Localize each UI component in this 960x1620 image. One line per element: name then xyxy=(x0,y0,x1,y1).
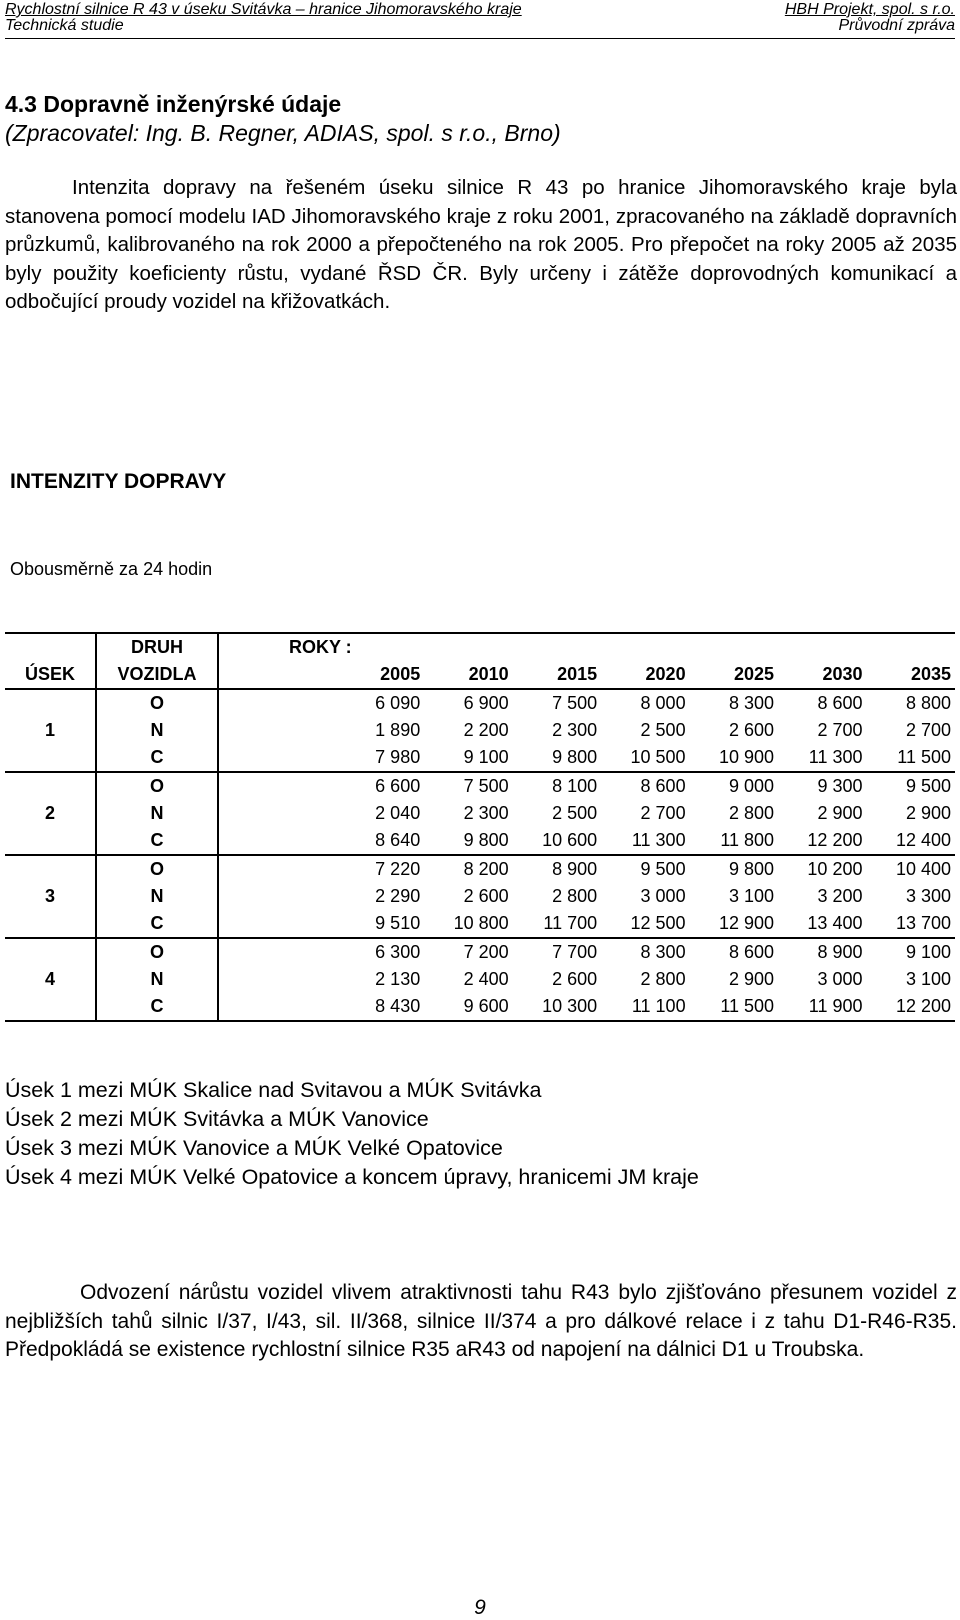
traffic-value: 2 800 xyxy=(552,886,598,906)
header-document-type: Technická studie xyxy=(5,17,124,34)
traffic-value: 2 500 xyxy=(640,720,686,740)
traffic-value: 10 800 xyxy=(424,910,512,938)
header-project-title: Rychlostní silnice R 43 v úseku Svitávka – hranice Jihomoravského kraje xyxy=(5,1,522,18)
traffic-value: 3 000 xyxy=(640,886,686,906)
traffic-value: 2 600 xyxy=(463,886,509,906)
traffic-value: 2 300 xyxy=(552,720,598,740)
vehicle-type: C xyxy=(96,910,218,938)
traffic-value: 8 300 xyxy=(728,693,775,713)
traffic-value: 8 000 xyxy=(640,693,686,713)
intro-paragraph: Intenzita dopravy na řešeném úseku silnice R 43 po hranice Jihomoravského kraje byla stanovena pomocí modelu IAD Jihomoravského kraje z roku 2001, zpracovaného na základě dopravních průzkumů, kalibrovaného na rok 2000 a přepočteného na rok 2005. Pro přepočet na roky 2005 až 2035 byly použity koeficienty růstu, vydané ŘSD ČR. Byly určeny i zátěže doprovodných komunikací a odbočující proudy vozidel na křižovatkách. xyxy=(5,176,957,314)
vehicle-type: O xyxy=(96,772,218,800)
vehicle-type: C xyxy=(96,993,218,1021)
table-row xyxy=(5,772,955,800)
traffic-value: 8 600 xyxy=(728,942,775,962)
vehicle-type: N xyxy=(96,717,218,744)
table-body xyxy=(5,689,955,1021)
traffic-value: 2 130 xyxy=(375,969,421,989)
note-item: Úsek 2 mezi MÚK Svitávka a MÚK Vanovice xyxy=(5,1107,429,1131)
traffic-value: 8 600 xyxy=(640,776,686,796)
traffic-value: 3 200 xyxy=(817,886,863,906)
year-header: 2010 xyxy=(424,661,512,689)
traffic-value: 6 600 xyxy=(375,776,421,796)
table-row xyxy=(5,744,955,772)
note-item: Úsek 3 mezi MÚK Vanovice a MÚK Velké Opatovice xyxy=(5,1136,503,1160)
traffic-value: 9 800 xyxy=(424,827,512,855)
table-row xyxy=(5,827,955,855)
traffic-value: 12 400 xyxy=(866,827,955,855)
traffic-intensity-table xyxy=(5,632,955,1022)
traffic-value: 8 800 xyxy=(905,693,951,713)
table-row xyxy=(5,800,955,827)
traffic-value: 7 500 xyxy=(552,693,598,713)
traffic-value: 7 220 xyxy=(375,859,421,879)
vehicle-type: O xyxy=(96,855,218,883)
traffic-value: 9 800 xyxy=(513,744,601,772)
usek-number: 1 xyxy=(5,717,96,744)
table-header-row-2 xyxy=(5,661,955,689)
vehicle-type: O xyxy=(96,689,218,717)
header-druh-line1: DRUH xyxy=(96,633,218,661)
traffic-value: 2 900 xyxy=(817,803,863,823)
traffic-value: 9 500 xyxy=(905,776,951,796)
traffic-value: 7 200 xyxy=(463,942,509,962)
traffic-value: 12 200 xyxy=(778,827,866,855)
table-row xyxy=(5,966,955,993)
traffic-value: 10 300 xyxy=(513,993,601,1021)
traffic-value: 8 200 xyxy=(463,859,509,879)
page-number: 9 xyxy=(474,1596,486,1619)
usek-number: 2 xyxy=(5,800,96,827)
traffic-value: 3 000 xyxy=(817,969,863,989)
traffic-value: 9 100 xyxy=(424,744,512,772)
traffic-value: 8 640 xyxy=(218,827,424,855)
header-roky: ROKY : xyxy=(218,633,424,661)
traffic-value: 2 300 xyxy=(463,803,509,823)
header-line-2 xyxy=(5,16,955,39)
traffic-value: 8 100 xyxy=(552,776,598,796)
traffic-value: 8 900 xyxy=(552,859,598,879)
traffic-value: 3 300 xyxy=(905,886,951,906)
year-header: 2030 xyxy=(778,661,866,689)
traffic-value: 12 500 xyxy=(601,910,689,938)
traffic-value: 10 600 xyxy=(513,827,601,855)
year-header: 2015 xyxy=(513,661,601,689)
traffic-value: 10 400 xyxy=(895,859,951,879)
header-druh-line2: VOZIDLA xyxy=(96,661,218,689)
table-row xyxy=(5,855,955,883)
traffic-value: 11 100 xyxy=(601,993,689,1021)
traffic-value: 9 300 xyxy=(817,776,863,796)
traffic-value: 2 600 xyxy=(728,720,775,740)
header-usek: ÚSEK xyxy=(5,661,96,689)
traffic-value: 2 700 xyxy=(640,803,686,823)
traffic-value: 9 510 xyxy=(218,910,424,938)
traffic-value: 8 900 xyxy=(817,942,863,962)
growth-paragraph: Odvození nárůstu vozidel vlivem atraktivnosti tahu R43 bylo zjišťováno přesunem vozidel z nejbližších tahů silnic I/37, I/43, sil. II/368, silnice II/374 a pro dálkové relace i z tahu D1-R46-R35. Předpokládá se existence rychlostní silnice R35 aR43 od napojení na dálnici D1 u Troubska. xyxy=(5,1281,957,1361)
vehicle-type: O xyxy=(96,938,218,966)
traffic-value: 11 500 xyxy=(690,993,778,1021)
traffic-value: 12 900 xyxy=(690,910,778,938)
usek-number: 4 xyxy=(5,966,96,993)
table-row xyxy=(5,883,955,910)
traffic-value: 8 300 xyxy=(640,942,686,962)
traffic-value: 2 900 xyxy=(905,803,951,823)
traffic-value: 7 500 xyxy=(463,776,509,796)
vehicle-type: C xyxy=(96,827,218,855)
table-row xyxy=(5,689,955,717)
traffic-value: 2 290 xyxy=(375,886,421,906)
section-title: 4.3 Dopravně inženýrské údaje xyxy=(5,91,342,117)
vehicle-type: C xyxy=(96,744,218,772)
traffic-value: 7 700 xyxy=(552,942,598,962)
traffic-value: 8 600 xyxy=(817,693,863,713)
traffic-value: 2 400 xyxy=(463,969,509,989)
table-header-row-1 xyxy=(5,633,955,661)
note-item: Úsek 4 mezi MÚK Velké Opatovice a koncem úpravy, hranicemi JM kraje xyxy=(5,1165,699,1189)
note-item: Úsek 1 mezi MÚK Skalice nad Svitavou a MÚK Svitávka xyxy=(5,1078,542,1102)
year-header: 2035 xyxy=(866,661,955,689)
traffic-value: 9 500 xyxy=(640,859,686,879)
section-notes xyxy=(5,1076,699,1192)
section-subtitle: (Zpracovatel: Ing. B. Regner, ADIAS, spol. s r.o., Brno) xyxy=(5,120,561,146)
traffic-value: 11 500 xyxy=(866,744,955,772)
vehicle-type: N xyxy=(96,966,218,993)
table-row xyxy=(5,910,955,938)
traffic-value: 1 890 xyxy=(375,720,421,740)
traffic-value: 11 300 xyxy=(778,744,866,772)
traffic-value: 2 500 xyxy=(552,803,598,823)
traffic-value: 2 900 xyxy=(728,969,775,989)
traffic-value: 2 800 xyxy=(640,969,686,989)
table-row xyxy=(5,938,955,966)
traffic-value: 11 900 xyxy=(778,993,866,1021)
traffic-value: 9 800 xyxy=(728,859,775,879)
traffic-value: 3 100 xyxy=(905,969,951,989)
header-report-type: Průvodní zpráva xyxy=(838,17,955,34)
traffic-value: 10 500 xyxy=(601,744,689,772)
traffic-value: 10 200 xyxy=(807,859,863,879)
table-row xyxy=(5,717,955,744)
traffic-value: 9 600 xyxy=(424,993,512,1021)
traffic-value: 2 700 xyxy=(905,720,951,740)
traffic-value: 6 300 xyxy=(375,942,421,962)
traffic-value: 3 100 xyxy=(728,886,775,906)
traffic-value: 2 040 xyxy=(375,803,421,823)
traffic-value: 12 200 xyxy=(866,993,955,1021)
table-caption: Obousměrně za 24 hodin xyxy=(10,559,213,579)
traffic-value: 8 430 xyxy=(218,993,424,1021)
vehicle-type: N xyxy=(96,883,218,910)
traffic-value: 10 900 xyxy=(690,744,778,772)
header-company: HBH Projekt, spol. s r.o. xyxy=(784,1,955,18)
table-row xyxy=(5,993,955,1021)
traffic-value: 6 090 xyxy=(375,693,421,713)
year-header: 2020 xyxy=(601,661,689,689)
traffic-value: 6 900 xyxy=(463,693,509,713)
traffic-value: 11 700 xyxy=(513,910,601,938)
traffic-value: 2 800 xyxy=(728,803,775,823)
year-header: 2025 xyxy=(690,661,778,689)
year-header: 2005 xyxy=(218,661,424,689)
traffic-value: 2 600 xyxy=(552,969,598,989)
vehicle-type: N xyxy=(96,800,218,827)
table-title: INTENZITY DOPRAVY xyxy=(10,470,227,493)
traffic-value: 2 700 xyxy=(817,720,863,740)
traffic-value: 11 300 xyxy=(601,827,689,855)
traffic-value: 9 000 xyxy=(728,776,775,796)
traffic-value: 13 400 xyxy=(778,910,866,938)
traffic-value: 9 100 xyxy=(905,942,951,962)
traffic-value: 11 800 xyxy=(690,827,778,855)
traffic-value: 2 200 xyxy=(463,720,509,740)
usek-number: 3 xyxy=(5,883,96,910)
traffic-value: 7 980 xyxy=(218,744,424,772)
traffic-value: 13 700 xyxy=(866,910,955,938)
